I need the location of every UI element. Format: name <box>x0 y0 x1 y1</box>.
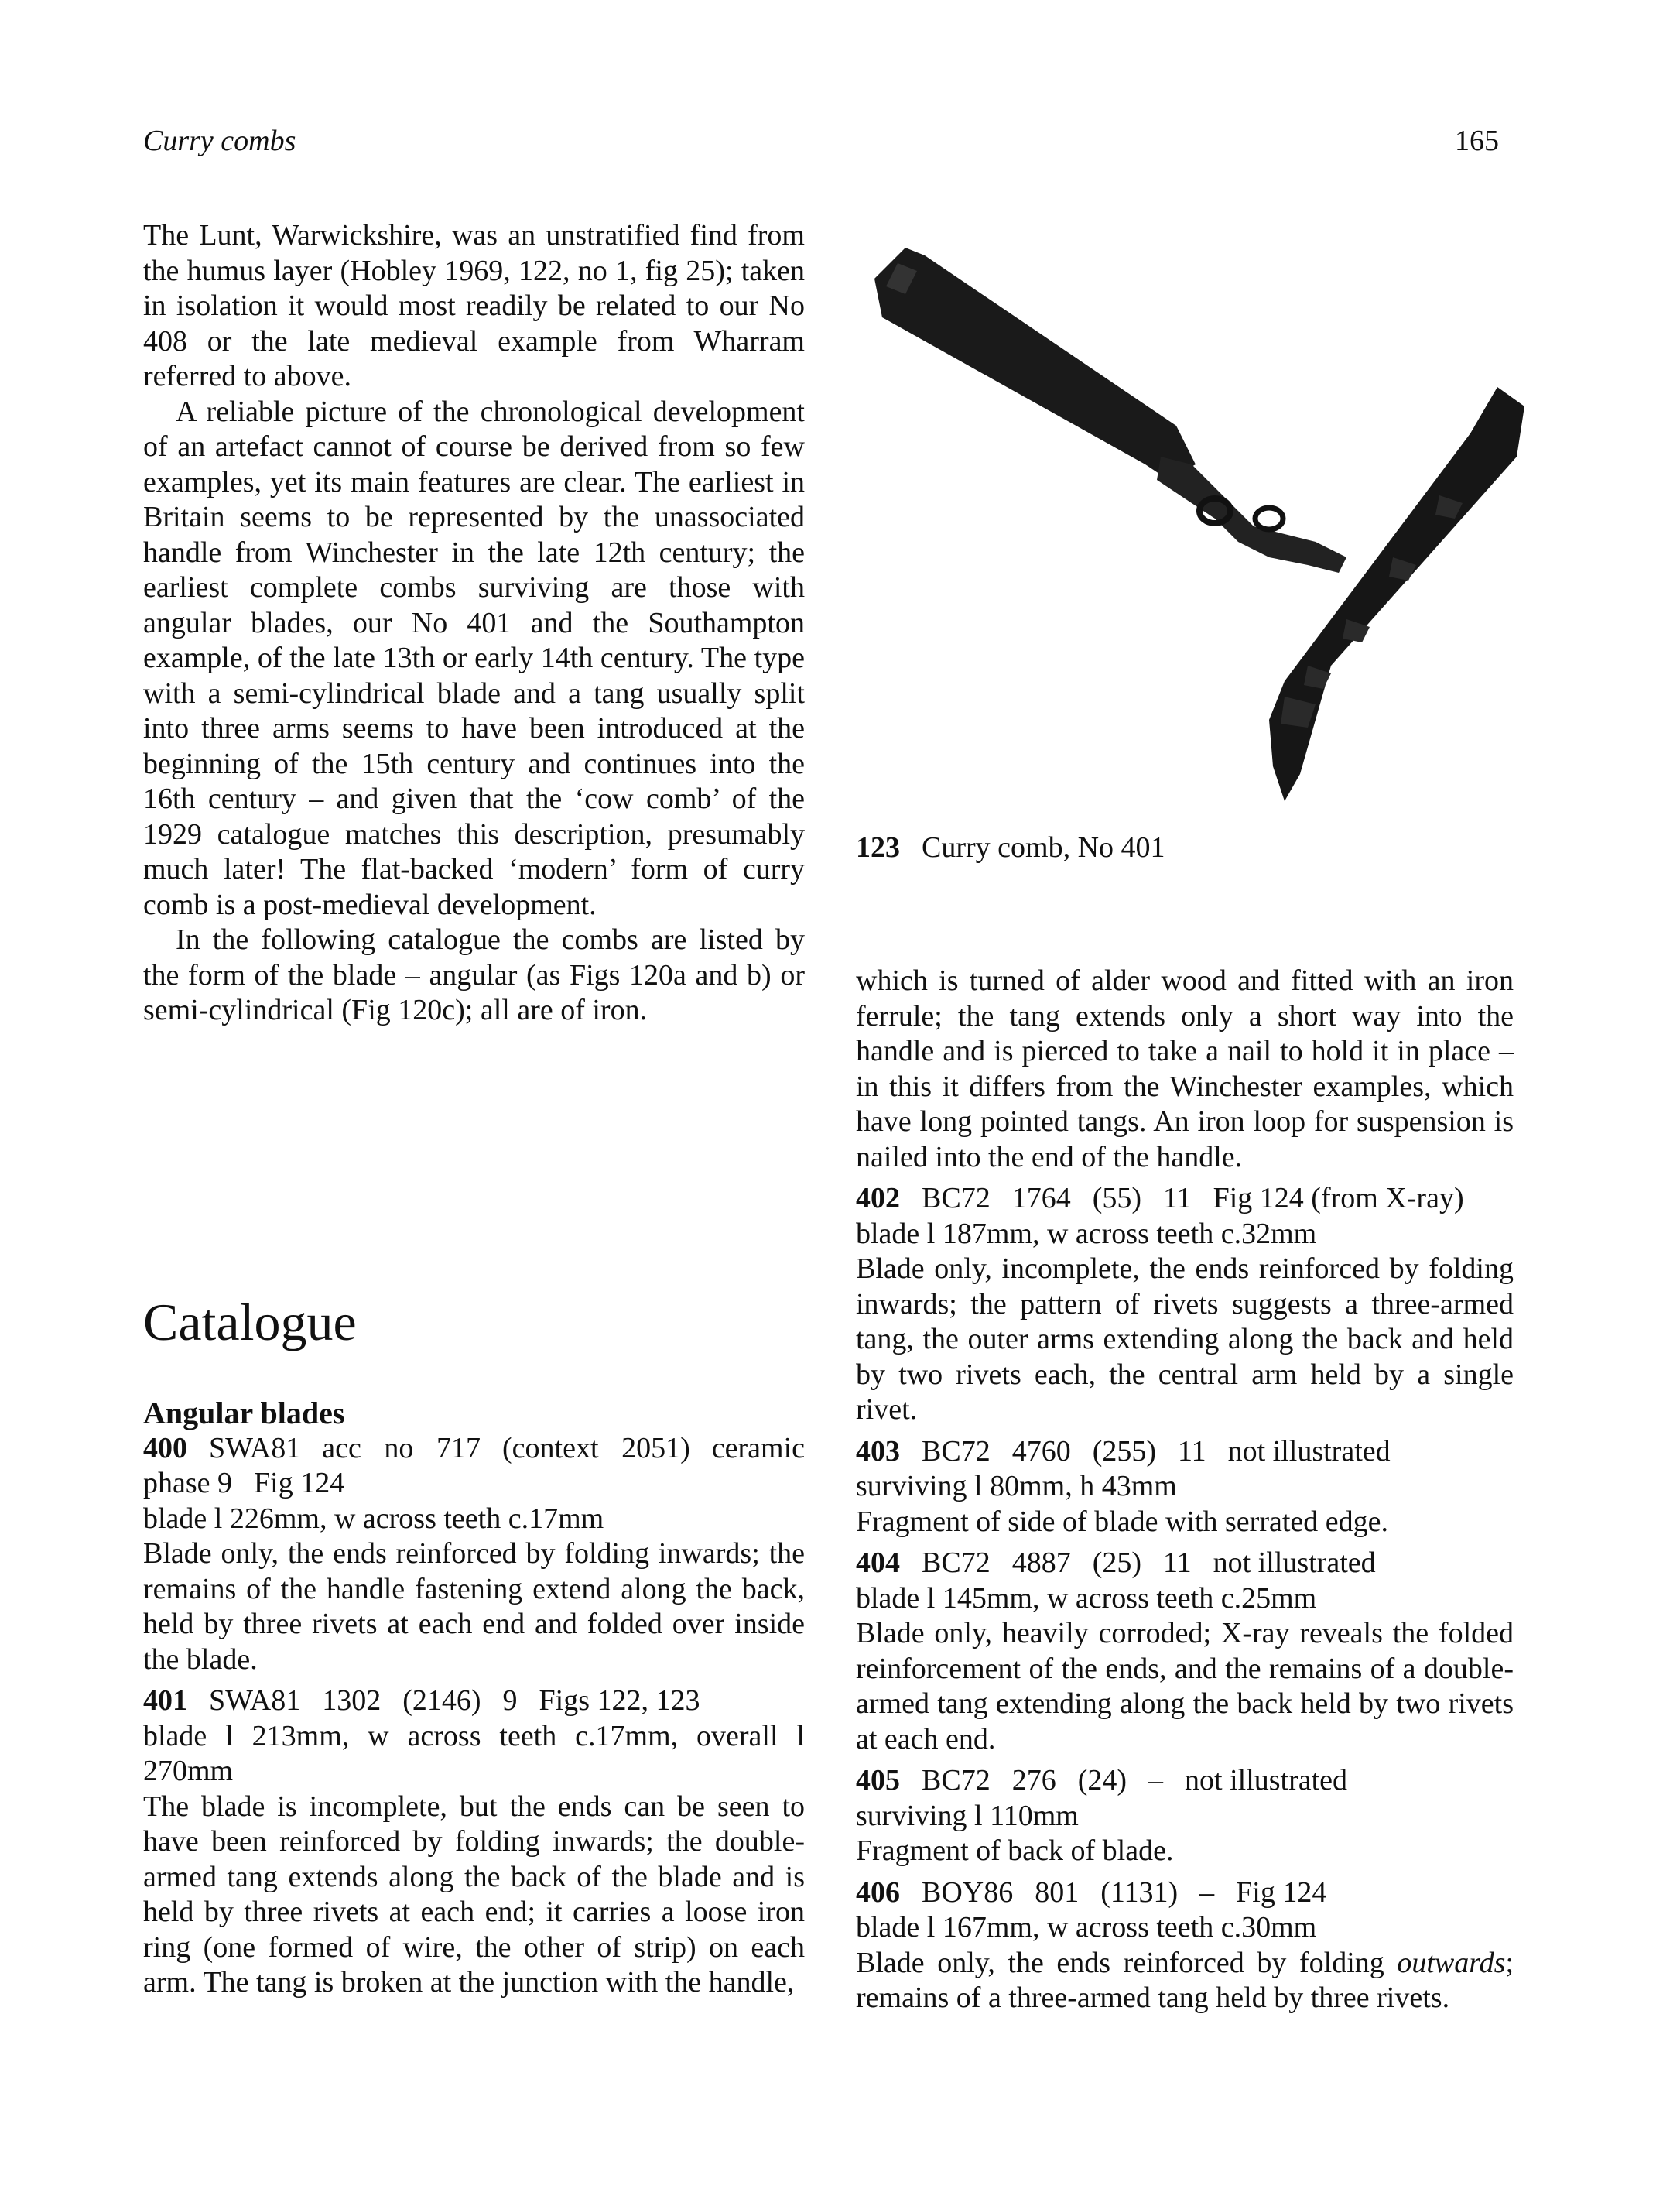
comb-tang <box>1157 457 1346 573</box>
accession: acc no 717 <box>322 1431 481 1464</box>
phase: 11 <box>1163 1546 1192 1579</box>
site-code: SWA81 <box>209 1684 301 1717</box>
left-column-prose <box>143 218 805 1029</box>
site-code: BOY86 <box>922 1875 1014 1909</box>
entry-dimensions: blade l 226mm, w across teeth c.17mm <box>143 1502 604 1535</box>
comb-handle <box>874 248 1196 480</box>
entry-number: 401 <box>143 1684 187 1717</box>
phase: – <box>1148 1764 1164 1797</box>
catalogue-entry-400 <box>143 1431 805 1678</box>
entry-dimensions: surviving l 110mm <box>856 1799 1079 1832</box>
entry-description: Blade only, the ends reinforced by folding inwards; the remains of the handle fastening extend along the back, held by three rivets at each end and folded over inside the blade. <box>143 1537 805 1676</box>
entry-dimensions: blade l 187mm, w across teeth c.32mm <box>856 1217 1317 1250</box>
figure-ref: Fig 124 <box>1236 1875 1327 1909</box>
catalogue-entry-406 <box>856 1875 1514 2016</box>
accession: 4887 <box>1011 1546 1071 1579</box>
entry-description: Fragment of side of blade with serrated edge. <box>856 1505 1388 1538</box>
catalogue-entry-401 <box>143 1684 805 2001</box>
phase: ceramic phase 9 <box>143 1431 805 1499</box>
figure-number: 123 <box>856 831 900 864</box>
entry-description: Blade only, incomplete, the ends reinforced by folding inwards; the pattern of rivets suggests a three-armed tang, the outer arms extending along the back and held by two rivets each, the central arm held by a single rivet. <box>856 1252 1514 1426</box>
paragraph: A reliable picture of the chronological development of an artefact cannot of course be derived from so few examples, yet its main features are clear. The earliest in Britain seems to be represented by the unassociated handle from Winchester in the late 12th century; the earliest complete combs surviving are those with angular blades, our No 401 and the Southampton example, of the late 13th or early 14th century. The type with a semi-cylindrical blade and a tang usually split into three arms seems to have been introduced at the beginning of the 15th century and continues into the 16th century – and given that the ‘cow comb’ of the 1929 catalogue matches this description, presumably much later! The flat-backed ‘modern’ form of curry comb is a post-medieval development. <box>143 395 805 921</box>
entry-dimensions: blade l 145mm, w across teeth c.25mm <box>856 1581 1317 1615</box>
entry-reference-line <box>856 1181 1514 1217</box>
right-column-catalogue <box>856 964 1514 2016</box>
figure-ref: Fig 124 <box>254 1467 345 1499</box>
entry-number: 400 <box>143 1431 187 1464</box>
site-code: BC72 <box>922 1434 991 1468</box>
accession: 276 <box>1011 1764 1056 1797</box>
figure-ref: Fig 124 (from X-ray) <box>1213 1182 1464 1214</box>
figure-ref: Figs 122, 123 <box>539 1684 700 1717</box>
section-subheading: Angular blades <box>143 1396 345 1430</box>
entry-continuation: which is turned of alder wood and fitted with an iron ferrule; the tang extends only a short way into the handle and is pierced to take a nail to hold it in place – in this it differs from the Winchester examples, which have long pointed tangs. An iron loop for suspension is nailed into the end of the handle. <box>856 964 1514 1173</box>
site-code: BC72 <box>922 1546 991 1579</box>
figure-caption <box>856 831 1165 865</box>
paragraph: In the following catalogue the combs are listed by the form of the blade – angular (as Figs 120a and b) or semi-cylindrical (Fig 120c); all are of iron. <box>143 923 805 1026</box>
accession: 1302 <box>322 1684 382 1717</box>
paragraph: The Lunt, Warwickshire, was an unstratified find from the humus layer (Hobley 1969, 122, no 1, fig 25); taken in isolation it would most readily be related to our No 408 or the late medieval example from Wharram referred to above. <box>143 219 805 392</box>
entry-dimensions: blade l 167mm, w across teeth c.30mm <box>856 1911 1317 1944</box>
figure-ref: not illustrated <box>1185 1764 1348 1797</box>
catalogue-entry-403 <box>856 1434 1514 1540</box>
left-column-catalogue <box>143 1396 805 2001</box>
curry-comb-photo <box>851 232 1532 820</box>
site-code: BC72 <box>922 1764 991 1797</box>
phase: 11 <box>1178 1434 1206 1468</box>
entry-description: Fragment of back of blade. <box>856 1834 1174 1867</box>
catalogue-heading: Catalogue <box>143 1293 357 1351</box>
entry-number: 405 <box>856 1764 900 1797</box>
running-head: Curry combs <box>143 125 296 157</box>
entry-number: 402 <box>856 1182 900 1214</box>
context: (55) <box>1092 1182 1142 1214</box>
context: (255) <box>1092 1434 1157 1468</box>
entry-reference-line <box>856 1875 1514 1911</box>
entry-reference-line <box>143 1684 805 1719</box>
entry-reference-line <box>856 1434 1514 1470</box>
figure-ref: not illustrated <box>1227 1434 1391 1468</box>
figure-caption-text: Curry comb, No 401 <box>922 831 1165 864</box>
accession: 4760 <box>1011 1434 1071 1468</box>
page-number: 165 <box>1455 125 1499 157</box>
entry-description <box>856 1946 1514 2016</box>
entry-dimensions: blade l 213mm, w across teeth c.17mm, overall l 270mm <box>143 1719 805 1787</box>
entry-reference-line <box>856 1763 1514 1799</box>
entry-description: The blade is incomplete, but the ends can be seen to have been reinforced by folding inwards; the double-armed tang extends along the back of the blade and is held by three rivets at each end; it carries a loose iron ring (one formed of wire, the other of strip) on each arm. The tang is broken at the junction with the handle, <box>143 1790 805 1999</box>
accession: 1764 <box>1011 1182 1071 1214</box>
entry-dimensions: surviving l 80mm, h 43mm <box>856 1470 1177 1502</box>
description-emphasis: outwards <box>1397 1946 1506 1979</box>
context: (25) <box>1092 1546 1142 1579</box>
context: (2146) <box>402 1684 481 1717</box>
entry-description: Blade only, heavily corroded; X-ray reveals the folded reinforcement of the ends, and the remains of a double-armed tang extending along the back held by two rivets at each end. <box>856 1617 1514 1755</box>
context: (context 2051) <box>502 1431 690 1464</box>
phase: 11 <box>1163 1182 1192 1214</box>
site-code: BC72 <box>922 1182 991 1214</box>
description-text: ; remains of a three-armed tang held by three rivets. <box>856 1946 1514 2014</box>
catalogue-entry-404 <box>856 1546 1514 1757</box>
description-text: Blade only, the ends reinforced by folding <box>856 1946 1398 1979</box>
figure-ref: not illustrated <box>1213 1546 1376 1579</box>
accession: 801 <box>1035 1875 1080 1909</box>
entry-reference-line <box>143 1431 805 1502</box>
context: (1131) <box>1100 1875 1179 1909</box>
context: (24) <box>1077 1764 1127 1797</box>
entry-number: 406 <box>856 1875 900 1909</box>
phase: 9 <box>502 1684 518 1717</box>
entry-reference-line <box>856 1546 1514 1581</box>
catalogue-entry-405 <box>856 1763 1514 1869</box>
site-code: SWA81 <box>209 1431 301 1464</box>
entry-number: 404 <box>856 1546 900 1579</box>
entry-number: 403 <box>856 1434 900 1468</box>
catalogue-entry-402 <box>856 1181 1514 1428</box>
phase: – <box>1199 1875 1215 1909</box>
comb-blade <box>1269 387 1524 801</box>
loose-ring <box>1255 508 1283 529</box>
